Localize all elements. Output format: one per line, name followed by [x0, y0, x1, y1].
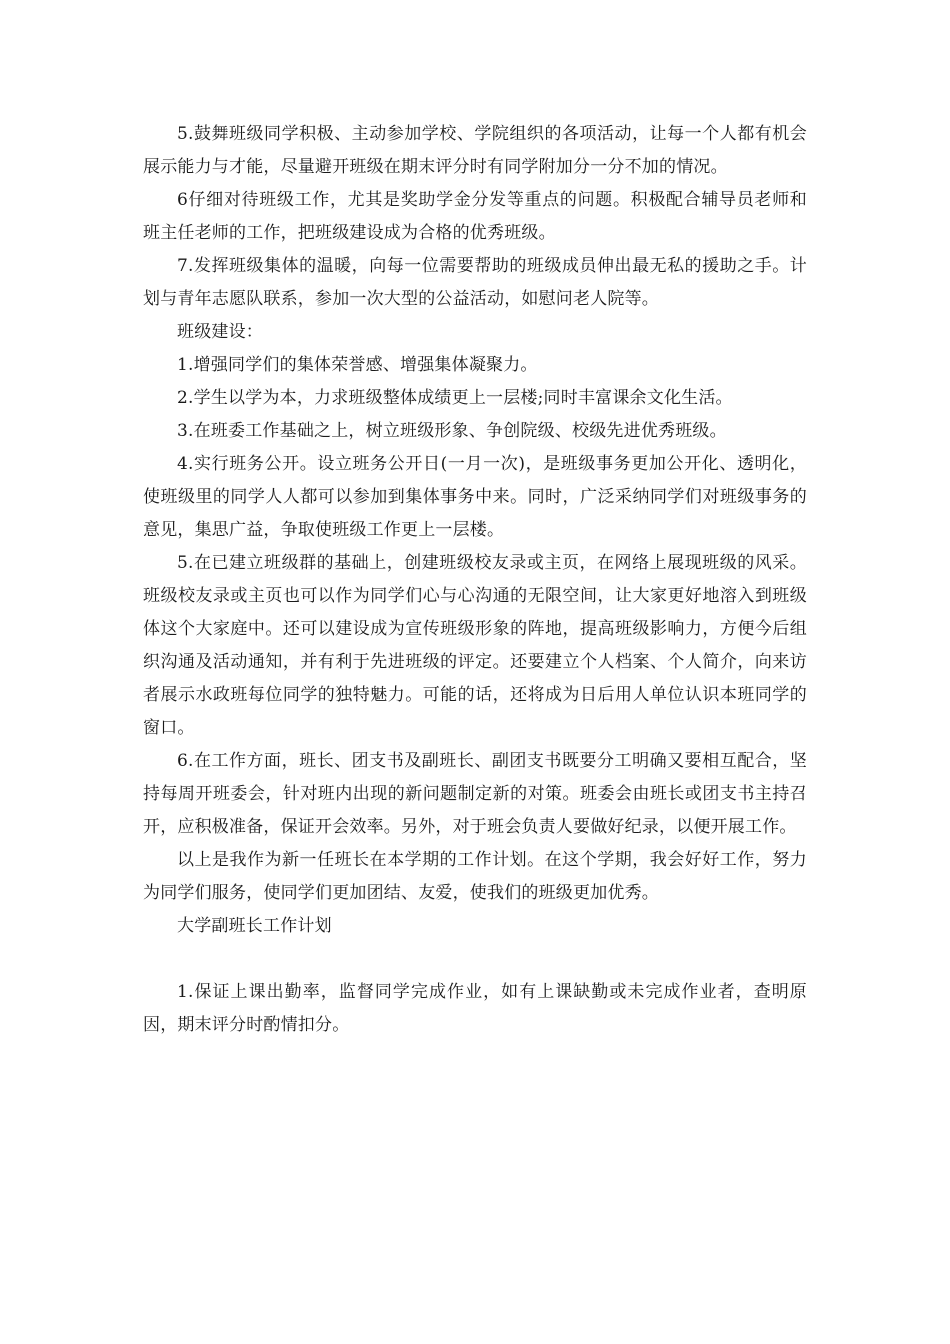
- paragraph-building-4: 4.实行班务公开。设立班务公开日(一月一次)，是班级事务更加公开化、透明化，使班级里的同学人人都可以参加到集体事务中来。同时，广泛采纳同学们对班级事务的意见，集思广益，争取使班级工作更上一层楼。: [143, 454, 807, 540]
- paragraph-building-6: 6.在工作方面，班长、团支书及副班长、副团支书既要分工明确又要相互配合，坚持每周开班委会，针对班内出现的新问题制定新的对策。班委会由班长或团支书主持召开，应积极准备，保证开会效率。另外，对于班会负责人要做好纪录，以便开展工作。: [143, 751, 807, 837]
- paragraph-building-1: 1.增强同学们的集体荣誉感、增强集体凝聚力。: [177, 355, 538, 375]
- paragraph-item-7-charity: 7.发挥班级集体的温暖，向每一位需要帮助的班级成员伸出最无私的援助之手。计划与青年志愿队联系，参加一次大型的公益活动，如慰问老人院等。: [143, 256, 807, 309]
- paragraph-item-5-activities: 5.鼓舞班级同学积极、主动参加学校、学院组织的各项活动，让每一个人都有机会展示能力与才能，尽量避开班级在期末评分时有同学附加分一分不加的情况。: [143, 124, 807, 177]
- paragraph-vice-plan-1: 1.保证上课出勤率，监督同学完成作业，如有上课缺勤或未完成作业者，查明原因，期末评分时酌情扣分。: [143, 982, 807, 1035]
- paragraph-item-6-scholarship: 6仔细对待班级工作，尤其是奖助学金分发等重点的问题。积极配合辅导员老师和班主任老师的工作，把班级建设成为合格的优秀班级。: [143, 190, 807, 243]
- paragraph-building-5: 5.在已建立班级群的基础上，创建班级校友录或主页，在网络上展现班级的风采。班级校友录或主页也可以作为同学们心与心沟通的无限空间，让大家更好地溶入到班级体这个大家庭中。还可以建设成为宣传班级形象的阵地，提高班级影响力，方便今后组织沟通及活动通知，并有利于先进班级的评定。还要建立个人档案、个人简介，向来访者展示水政班每位同学的独特魅力。可能的话，还将成为日后用人单位认识本班同学的窗口。: [143, 553, 807, 738]
- paragraph-conclusion: 以上是我作为新一任班长在本学期的工作计划。在这个学期，我会好好工作，努力为同学们服务，使同学们更加团结、友爱，使我们的班级更加优秀。: [143, 850, 807, 903]
- paragraph-building-3: 3.在班委工作基础之上，树立班级形象、争创院级、校级先进优秀班级。: [177, 421, 727, 441]
- section-heading-class-building: 班级建设：: [177, 322, 263, 342]
- section-title-vice-monitor-plan: 大学副班长工作计划: [177, 916, 332, 936]
- paragraph-building-2: 2.学生以学为本，力求班级整体成绩更上一层楼;同时丰富课余文化生活。: [177, 388, 733, 408]
- document-body: [143, 118, 807, 1042]
